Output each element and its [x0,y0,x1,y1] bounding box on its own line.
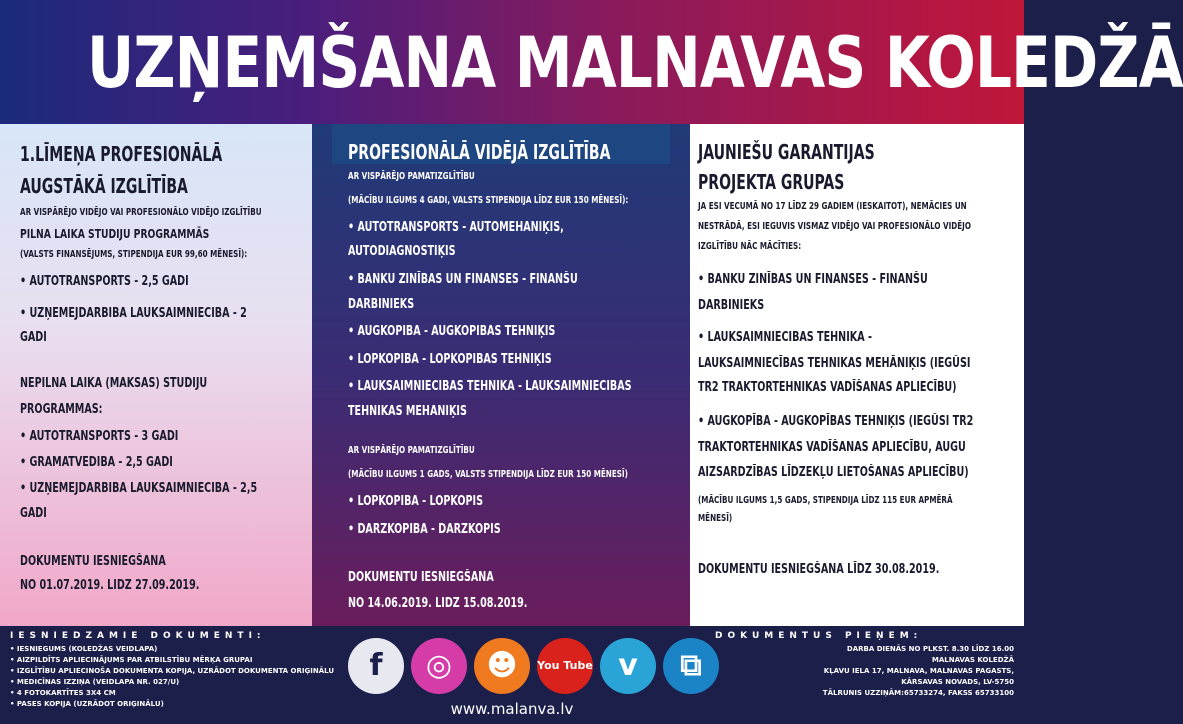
col2-subtitle-2: AR VISPĀRĒJO PAMATIZGLĪTĪBU [348,445,475,456]
col1-parttime-label: NEPILNA LAIKA (MAKSAS) STUDIJU [20,376,208,391]
col2-docs-dates: NO 14.06.2019. LĪDZ 15.08.2019. [348,596,528,611]
list-item: • LOPKOPĪBA - LOPKOPIS [348,494,483,509]
draugiem-icon[interactable]: ☻ [474,638,530,694]
contact-line: MALNAVAS KOLEDŽĀ [931,656,1014,664]
list-item: • BANKU ZINĪBAS UN FINANSES - FINANŠU [698,272,928,287]
list-item: • BANKU ZINĪBAS UN FINANSES - FINANŠU [348,272,578,287]
col1-subtitle: AR VISPĀRĒJO VIDĒJO VAI PROFESIONĀLO VIDĒJO IZGLĪTĪBU [20,207,262,218]
list-item: AIZSARDZĪBAS LĪDZEKĻU LIETOŠANAS APLIECĪBU) [698,465,969,480]
contact-line: DARBA DIENĀS NO PLKST. 8.30 LĪDZ 16.00 [846,645,1014,653]
column-higher-education [0,124,312,626]
list-item: TEHNIKAS MEHĀNIĶIS [348,404,467,419]
contact-line: KĻAVU IELA 17, MALNAVA, MALNAVAS PAGASTS, [823,667,1014,675]
col1-parttime-label-2: PROGRAMMĀS: [20,402,103,417]
col1-heading-line1: 1.LĪMEŅA PROFESIONĀLĀ [20,142,223,166]
list-item: TR2 TRAKTORTEHNIKAS VADĪŠANAS APLIECĪBU) [698,380,957,395]
list-item: • AUTOTRANSPORTS - 3 GADI [20,429,179,444]
col3-intro-line: JA ESI VECUMĀ NO 17 LĪDZ 29 GADIEM (IESKAITOT), NEMĀCIES UN [698,201,967,212]
list-item: • LOPKOPĪBA - LOPKOPĪBAS TEHNIĶIS [348,352,552,367]
contact-line: KĀRSAVAS NOVADS, LV-5750 [901,678,1014,686]
list-item: • DĀRZKOPĪBA - DĀRZKOPIS [348,522,501,537]
list-item: TRAKTORTEHNIKAS VADĪŠANAS APLIECĪBU, AUGU [698,440,966,455]
list-item: • PASES KOPIJA (UZRĀDOT ORIĢINĀLU) [10,700,164,708]
list-item: • IESNIEGUMS (KOLEDŽAS VEIDLAPA) [10,645,158,653]
col3-heading-line1: JAUNIEŠU GARANTIJAS [698,140,875,164]
list-item: GADI [20,330,47,345]
col3-duration-note: (MĀCĪBU ILGUMS 1,5 GADS, STIPENDIJA LĪDZ 115 EUR APMĒRĀ [698,495,953,506]
footer-left-heading: IESNIEDZAMIE DOKUMENTI: [10,631,266,641]
col3-intro-line: IZGLĪTĪBU NĀC MĀCĪTIES: [698,241,802,252]
col2-docs-label: DOKUMENTU IESNIEGŠANA [348,570,494,585]
list-item: GADI [20,506,47,521]
col3-heading-line2: PROJEKTA GRUPAS [698,170,845,194]
list-item: • AUTOTRANSPORTS - AUTOMEHĀNIĶIS, [348,220,564,235]
list-item: • LAUKSAIMNIECĪBAS TEHNIKA - [698,330,872,345]
col3-intro-line: NESTRĀDĀ, ESI IEGUVIS VISMAZ VIDĒJO VAI PROFESIONĀLO VIDĒJO [698,221,971,232]
list-item: • AUTOTRANSPORTS - 2,5 GADI [20,274,189,289]
column-vocational-education [312,124,690,626]
col2-duration-note: (MĀCĪBU ILGUMS 4 GADI, VALSTS STIPENDIJA LĪDZ EUR 150 MĒNESĪ): [348,195,629,206]
col3-docs: DOKUMENTU IESNIEGŠANA LĪDZ 30.08.2019. [698,562,940,577]
footer [0,626,1024,724]
list-item: • AUGKOPĪBA - AUGKOPĪBAS TEHNIĶIS [348,324,556,339]
list-item: DARBINIEKS [348,297,415,312]
contact-info [823,644,1014,699]
col1-docs-dates: NO 01.07.2019. LĪDZ 27.09.2019. [20,578,200,593]
col3-duration-note-2: MĒNESĪ) [698,513,733,524]
contact-line: TĀLRUNIS UZZIŅĀM:65733274, FAKSS 65733100 [822,689,1014,697]
footer-right-heading: DOKUMENTUS PIEŅEM: [715,631,923,641]
col2-heading: PROFESIONĀLĀ VIDĒJĀ IZGLĪTĪBA [348,140,611,164]
col1-fulltime-note: (VALSTS FINANSĒJUMS, STIPENDIJA EUR 99,60 MĒNESĪ): [20,249,248,260]
instagram-icon[interactable]: ◎ [411,638,467,694]
slideshare-icon[interactable]: ⧉ [663,638,719,694]
list-item: • IZGLĪTĪBU APLIECINOŠA DOKUMENTA KOPIJA, UZRĀDOT DOKUMENTA ORIĢINĀLU [10,667,335,675]
list-item: • GRĀMATVEDĪBA - 2,5 GADI [20,455,173,470]
vimeo-icon[interactable]: v [600,638,656,694]
page-title: UZŅEMŠANA MALNAVAS KOLEDŽĀ [87,22,1183,104]
col1-fulltime-label: PILNA LAIKA STUDIJU PROGRAMMĀS [20,226,210,241]
list-item: • MEDICĪNAS IZZIŅA (VEIDLAPA NR. 027/U) [10,678,180,686]
column-youth-guarantee [690,124,1024,626]
header-banner [0,0,1183,124]
list-item: • UZŅĒMĒJDARBĪBA LAUKSAIMNIECĪBĀ - 2 [20,306,247,321]
list-item: • AUGKOPĪBA - AUGKOPĪBAS TEHNIĶIS (IEGŪSI TR2 [698,414,974,429]
col2-subtitle: AR VISPĀRĒJO PAMATIZGLĪTĪBU [348,171,475,182]
youtube-icon[interactable]: You Tube [537,638,593,694]
list-item: LAUKSAIMNIECĪBAS TEHNIKAS MEHĀNIĶIS (IEGŪSI [698,356,971,371]
social-icons [348,638,718,698]
list-item: AUTODIAGNOSTIĶIS [348,244,456,259]
list-item: • AIZPILDĪTS APLIECINĀJUMS PAR ATBILSTĪBU MĒRĶA GRUPAI [10,656,253,664]
website-link[interactable]: www.malanva.lv [450,700,574,718]
col2-duration-note-2: (MĀCĪBU ILGUMS 1 GADS, VALSTS STIPENDIJA LĪDZ EUR 150 MĒNESĪ) [348,469,628,480]
col1-heading-line2: AUGSTĀKĀ IZGLĪTĪBA [20,174,188,198]
facebook-icon[interactable]: f [348,638,404,694]
list-item: • LAUKSAIMNIECĪBAS TEHNIKA - LAUKSAIMNIECĪBAS [348,379,632,394]
list-item: • UZŅĒMĒJDARBĪBA LAUKSAIMNIECĪBĀ - 2,5 [20,481,258,496]
list-item: DARBINIEKS [698,298,765,313]
list-item: • 4 FOTOKARTĪTES 3X4 CM [10,689,116,697]
col1-docs-label: DOKUMENTU IESNIEGŠANA [20,554,166,569]
